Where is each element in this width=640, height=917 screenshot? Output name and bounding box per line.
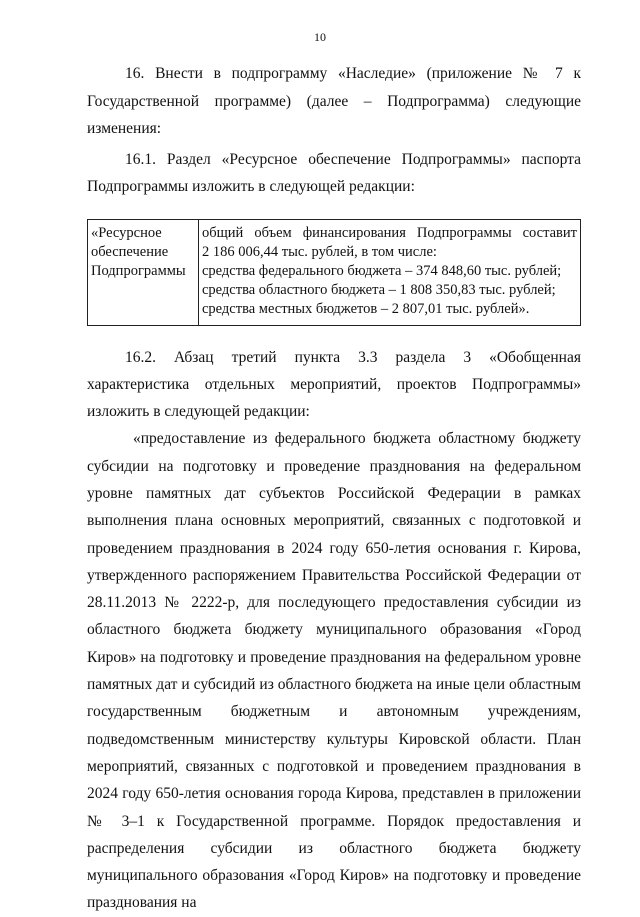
resource-value-line: общий объем финансирования Подпрограммы составит: [202, 224, 577, 241]
amendment-block: [87, 344, 581, 917]
resource-value-line: средства федерального бюджета – 374 848,60 тыс. рублей;: [202, 262, 562, 279]
quoted-paragraph: «предоставление из федерального бюджета областному бюджету субсидии на подготовку и проведение празднования на федеральном уровне памятных дат субъектов Российской Федерации в рамках выполнения плана основных мероприятий, связанных с подготовкой и проведением празднования в 2024 году 650-летия основания г. Кирова, утвержденного распоряжением Правительства Российской Федерации от 28.11.2013 № 2222-р, для последующего предоставления субсидии из областного бюджета бюджету муниципального образования «Город Киров» на подготовку и проведение празднования на федеральном уровне памятных дат и субсидий из областного бюджета на иные цели областным государственным бюджетным и автономным учреждениям, подведомственным министерству культуры Кировской области. План мероприятий, связанных с подготовкой и проведением празднования в 2024 году 650-летия основания города Кирова, представлен в приложении № 3–1 к Государственной программе. Порядок предоставления и распределения субсидии из областного бюджета бюджету муниципального образования «Город Киров» на подготовку и проведение празднования на: [87, 430, 581, 912]
resource-value-cell: [199, 219, 581, 325]
table-row: [88, 219, 581, 325]
resource-label-line: Подпрограммы: [91, 262, 186, 279]
paragraph-item-16-2: 16.2. Абзац третий пункта 3.3 раздела 3 «Обобщенная характеристика отдельных мероприятий, проектов Подпрограммы» изложить в следующей редакции:: [87, 348, 581, 421]
resource-label-cell: [88, 219, 199, 325]
paragraph-item-16: 16. Внести в подпрограмму «Наследие» (приложение № 7 к Государственной программе) (далее – Подпрограмма) следующие изменения:: [87, 65, 581, 137]
page-number: 10: [314, 30, 326, 44]
resource-value-line: 2 186 006,44 тыс. рублей, в том числе:: [202, 243, 437, 260]
resource-value-line: средства областного бюджета – 1 808 350,83 тыс. рублей;: [202, 281, 556, 298]
document-body: [87, 60, 581, 917]
resource-table: [87, 219, 581, 326]
resource-value-line: средства местных бюджетов – 2 807,01 тыс. рублей».: [202, 300, 530, 317]
resource-label-line: «Ресурсное: [91, 224, 162, 241]
resource-label-line: обеспечение: [91, 243, 169, 260]
paragraph-item-16-1: 16.1. Раздел «Ресурсное обеспечение Подпрограммы» паспорта Подпрограммы изложить в следующей редакции:: [87, 150, 581, 195]
